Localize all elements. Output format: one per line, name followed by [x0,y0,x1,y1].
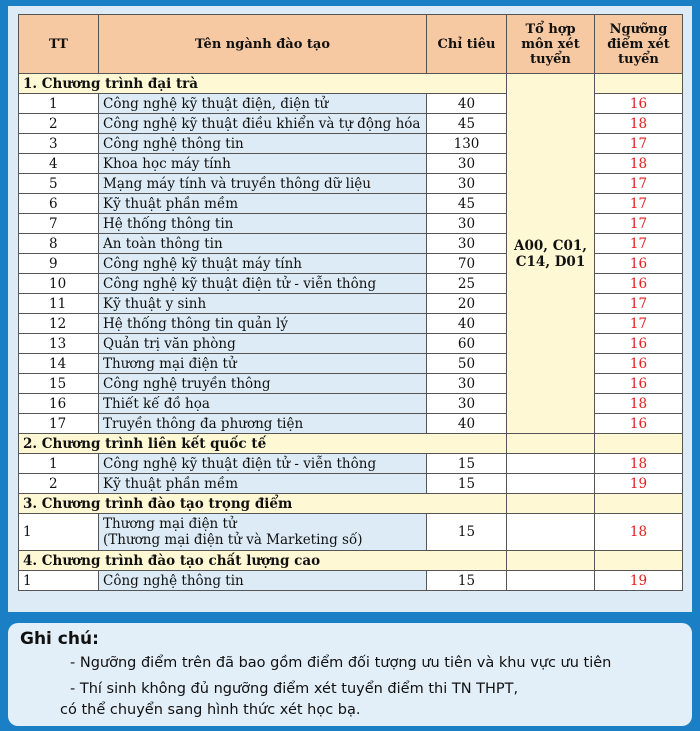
row-number: 5 [19,174,99,194]
quota-value: 40 [427,414,507,434]
program-name: Thương mại điện tử [99,354,427,374]
combo-empty-cell [507,494,595,514]
admission-table [18,14,683,591]
program-name-line: Thương mại điện tử [103,516,237,532]
threshold-score: 18 [595,514,683,551]
program-name: Hệ thống thông tin quản lý [99,314,427,334]
header-program-name: Tên ngành đào tạo [99,15,427,74]
row-number: 1 [19,454,99,474]
program-name: Công nghệ kỹ thuật máy tính [99,254,427,274]
table-row [19,454,683,474]
row-number: 6 [19,194,99,214]
quota-value: 15 [427,571,507,591]
threshold-score: 17 [595,294,683,314]
note-line-1: - Ngưỡng điểm trên đã bao gồm điểm đối tượng ưu tiên và khu vực ưu tiên [70,655,612,671]
combo-empty-cell [507,551,595,571]
quota-value: 30 [427,174,507,194]
program-name: Công nghệ thông tin [99,571,427,591]
threshold-score: 16 [595,94,683,114]
section-score-empty [595,551,683,571]
threshold-score: 16 [595,254,683,274]
threshold-score: 17 [595,174,683,194]
program-name: An toàn thông tin [99,234,427,254]
table-row [19,571,683,591]
threshold-score: 16 [595,374,683,394]
row-number: 15 [19,374,99,394]
section-row [19,74,683,94]
section-row [19,494,683,514]
threshold-score: 18 [595,454,683,474]
row-number: 4 [19,154,99,174]
table-body [19,74,683,591]
row-number: 13 [19,334,99,354]
section-score-empty [595,434,683,454]
threshold-score: 17 [595,314,683,334]
quota-value: 30 [427,154,507,174]
quota-value: 45 [427,194,507,214]
quota-value: 40 [427,94,507,114]
header-subject-combo: Tổ hợp môn xét tuyển [507,15,595,74]
program-name: Kỹ thuật y sinh [99,294,427,314]
row-number: 12 [19,314,99,334]
program-name: Công nghệ kỹ thuật điện, điện tử [99,94,427,114]
threshold-score: 17 [595,214,683,234]
quota-value: 15 [427,474,507,494]
row-number: 2 [19,474,99,494]
row-number: 1 [19,571,99,591]
header-threshold-score: Ngưỡng điểm xét tuyển [595,15,683,74]
row-number: 9 [19,254,99,274]
quota-value: 30 [427,374,507,394]
threshold-score: 17 [595,234,683,254]
program-name: Thiết kế đồ họa [99,394,427,414]
quota-value: 25 [427,274,507,294]
program-name-subline: (Thương mại điện tử và Marketing số) [103,532,363,548]
program-name [99,514,427,551]
program-name: Hệ thống thông tin [99,214,427,234]
quota-value: 60 [427,334,507,354]
threshold-score: 16 [595,334,683,354]
header-quota: Chỉ tiêu [427,15,507,74]
row-number: 14 [19,354,99,374]
quota-value: 45 [427,114,507,134]
program-name: Khoa học máy tính [99,154,427,174]
row-number: 8 [19,234,99,254]
note-line-2: - Thí sinh không đủ ngưỡng điểm xét tuyển điểm thi TN THPT, [70,681,519,697]
program-name: Công nghệ thông tin [99,134,427,154]
section-row [19,551,683,571]
threshold-score: 16 [595,354,683,374]
program-name: Mạng máy tính và truyền thông dữ liệu [99,174,427,194]
quota-value: 70 [427,254,507,274]
threshold-score: 16 [595,274,683,294]
quota-value: 20 [427,294,507,314]
threshold-score: 17 [595,134,683,154]
quota-value: 15 [427,514,507,551]
row-number: 10 [19,274,99,294]
threshold-score: 16 [595,414,683,434]
section-title: 3. Chương trình đào tạo trọng điểm [19,494,507,514]
table-row [19,514,683,551]
section-title: 2. Chương trình liên kết quốc tế [19,434,507,454]
combo-empty-cell [507,514,595,551]
row-number: 16 [19,394,99,414]
section-title: 1. Chương trình đại trà [19,74,507,94]
row-number: 2 [19,114,99,134]
section-title: 4. Chương trình đào tạo chất lượng cao [19,551,507,571]
table-header-row [19,15,683,74]
notes-title: Ghi chú: [20,629,99,649]
row-number: 1 [19,94,99,114]
program-name: Kỹ thuật phần mềm [99,194,427,214]
row-number: 7 [19,214,99,234]
threshold-score: 18 [595,154,683,174]
threshold-score: 18 [595,394,683,414]
quota-value: 50 [427,354,507,374]
program-name: Công nghệ kỹ thuật điện tử - viễn thông [99,274,427,294]
combo-empty-cell [507,454,595,474]
quota-value: 30 [427,394,507,414]
quota-value: 30 [427,214,507,234]
note-line-3: có thể chuyển sang hình thức xét học bạ. [60,702,361,718]
threshold-score: 18 [595,114,683,134]
program-name: Truyền thông đa phương tiện [99,414,427,434]
threshold-score: 17 [595,194,683,214]
notes-panel [8,623,692,726]
section-row [19,434,683,454]
combo-empty-cell [507,571,595,591]
program-name: Quản trị văn phòng [99,334,427,354]
threshold-score: 19 [595,571,683,591]
admission-table-panel [8,6,692,612]
row-number: 3 [19,134,99,154]
section-score-empty [595,494,683,514]
combo-empty-cell [507,474,595,494]
quota-value: 15 [427,454,507,474]
program-name: Công nghệ kỹ thuật điện tử - viễn thông [99,454,427,474]
program-name: Công nghệ kỹ thuật điều khiển và tự động hóa [99,114,427,134]
program-name: Công nghệ truyền thông [99,374,427,394]
threshold-score: 19 [595,474,683,494]
quota-value: 30 [427,234,507,254]
table-row [19,474,683,494]
subject-combo-cell: A00, C01, C14, D01 [507,74,595,434]
header-tt: TT [19,15,99,74]
section-score-empty [595,74,683,94]
quota-value: 130 [427,134,507,154]
combo-empty-cell [507,434,595,454]
row-number: 1 [19,514,99,551]
row-number: 17 [19,414,99,434]
quota-value: 40 [427,314,507,334]
program-name: Kỹ thuật phần mềm [99,474,427,494]
row-number: 11 [19,294,99,314]
